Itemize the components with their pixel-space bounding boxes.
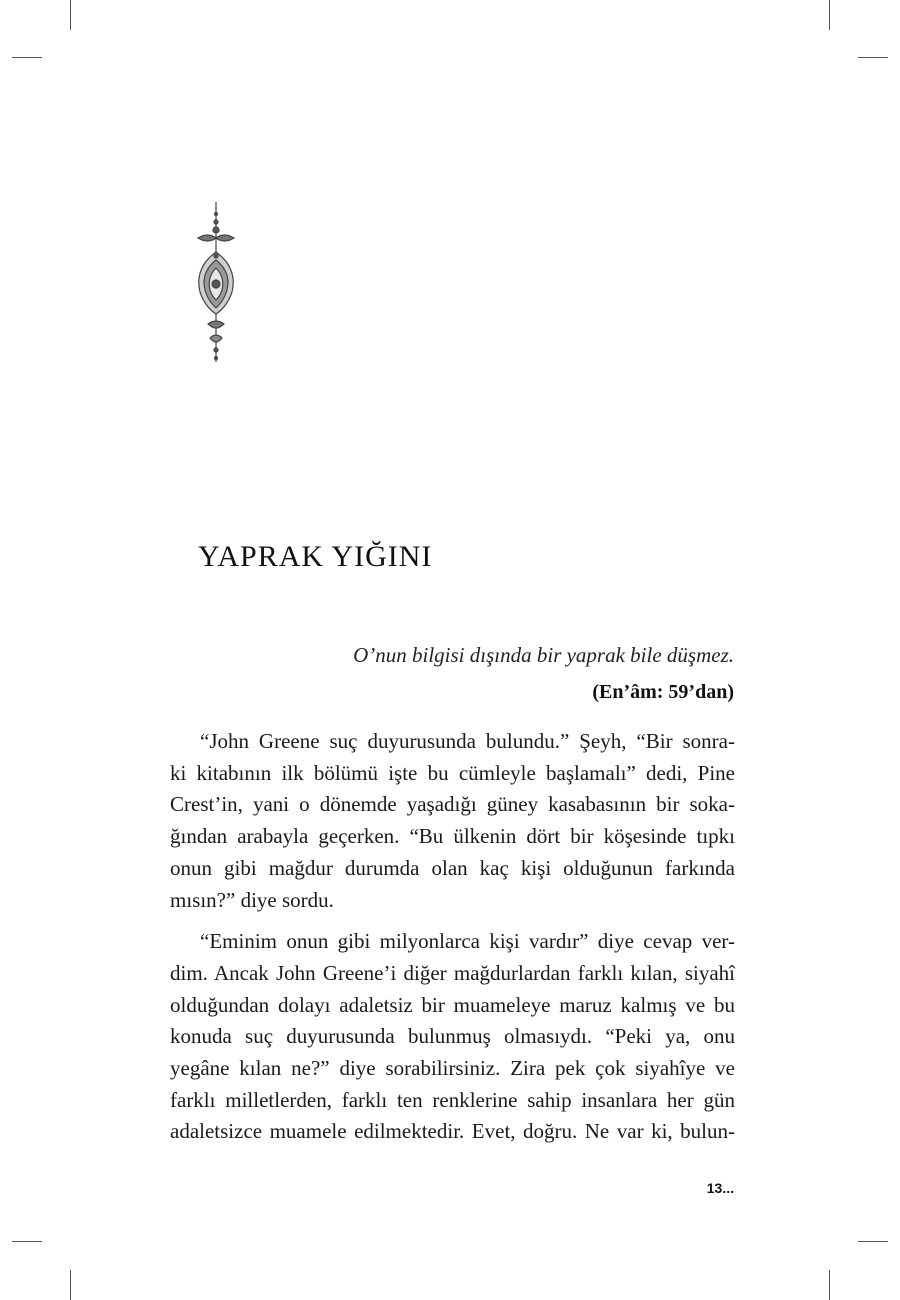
crop-mark [12, 57, 42, 58]
text-line: onun gibi mağdur durumda olan kaç kişi olduğunun farkında [170, 855, 735, 880]
crop-mark [70, 1270, 71, 1300]
page-number: 13... [706, 1180, 734, 1196]
text-line: ğından arabayla geçerken. “Bu ülkenin dört bir köşesinde tıpkı [170, 824, 735, 849]
crop-mark [12, 1241, 42, 1242]
crop-mark [829, 1270, 830, 1300]
chapter-title: YAPRAK YIĞINI [198, 540, 433, 573]
text-line: konuda suç duyurusunda bulunmuş olmasıydı. “Peki ya, onu [170, 1024, 735, 1049]
text-line: farklı milletlerden, farklı ten renklerine sahip insanlara her gün [170, 1087, 735, 1112]
text-line: “Eminim onun gibi milyonlarca kişi vardır” diye cevap ver- [200, 929, 735, 954]
text-line: adaletsizce muamele edilmektedir. Evet, doğru. Ne var ki, bulun- [170, 1119, 735, 1144]
floral-ornament-icon [190, 200, 242, 364]
text-line: “John Greene suç duyurusunda bulundu.” Şeyh, “Bir sonra- [200, 729, 735, 753]
paragraph-1 [170, 726, 735, 916]
text-line: ki kitabının ilk bölümü işte bu cümleyle başlamalı” dedi, Pine [170, 760, 735, 785]
text-line: yegâne kılan ne?” diye sorabilirsiniz. Zira pek çok siyahîye ve [170, 1056, 735, 1081]
text-line: mısın?” diye sordu. [170, 887, 334, 912]
crop-mark [858, 57, 888, 58]
epigraph-source: (En’âm: 59’dan) [592, 681, 734, 703]
epigraph-quote: O’nun bilgisi dışında bir yaprak bile düşmez. [353, 643, 734, 667]
crop-mark [858, 1241, 888, 1242]
text-line: dim. Ancak John Greene’i diğer mağdurlardan farklı kılan, siyahî [170, 960, 735, 985]
text-line: Crest’in, yani o dönemde yaşadığı güney kasabasının bir soka- [170, 792, 735, 817]
paragraph-2 [170, 926, 735, 1148]
text-line: olduğundan dolayı adaletsiz bir muameleye maruz kalmış ve bu [170, 992, 735, 1017]
crop-mark [829, 0, 830, 30]
body-text [170, 726, 735, 1148]
crop-mark [70, 0, 71, 30]
